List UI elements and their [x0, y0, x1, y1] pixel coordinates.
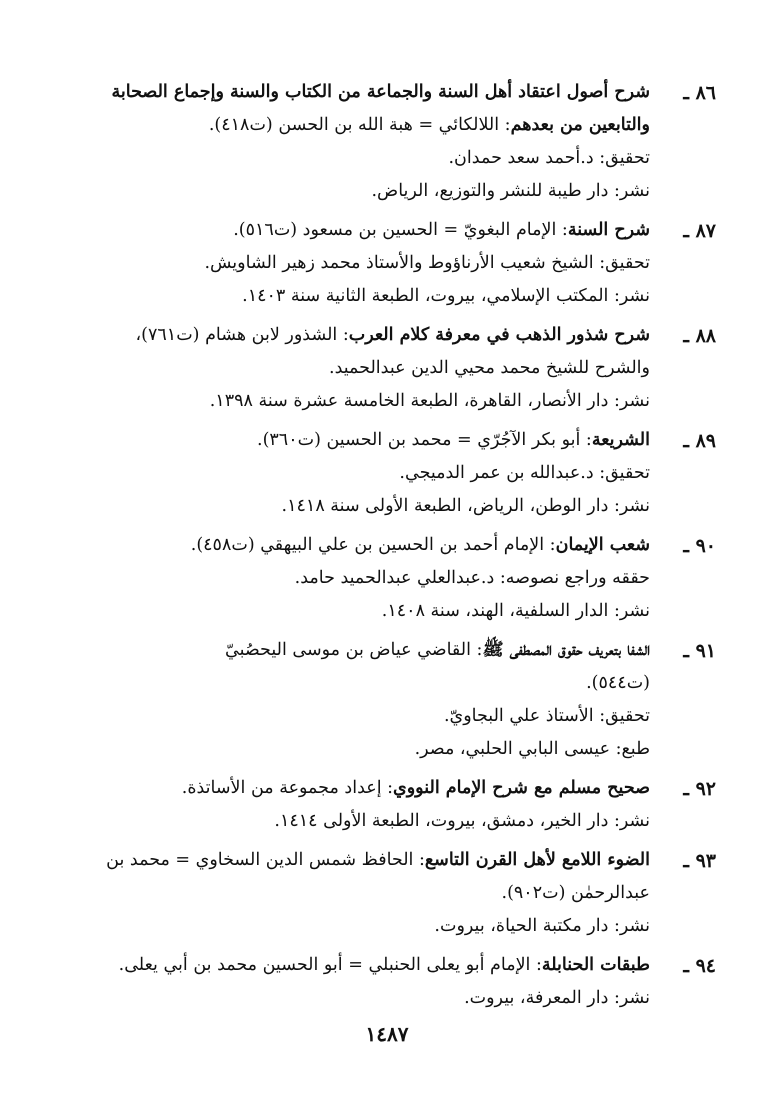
entry-line — [96, 562, 650, 595]
entry-line — [96, 844, 650, 877]
entry-text: نشر: دار المعرفة، بيروت. — [464, 988, 650, 1008]
entry-text: (ت٥٤٤). — [586, 673, 650, 693]
entry-text: : القاضي عياض بن موسى اليحصُبيّ — [225, 640, 483, 660]
entry-line — [96, 805, 650, 838]
entry-line — [96, 772, 650, 805]
entry-line — [96, 352, 650, 385]
entry-title: شرح أصول اعتقاد أهل السنة والجماعة من الكتاب والسنة وإجماع الصحابة — [111, 82, 650, 102]
entry-title: شرح السنة — [567, 220, 650, 240]
entry-title: والتابعين من بعدهم — [510, 115, 650, 135]
entry-line — [96, 76, 650, 109]
entry-text: تحقيق: الشيخ شعيب الأرناؤوط والأستاذ محمد زهير الشاويش. — [204, 253, 650, 273]
page-number: ١٤٨٧ — [365, 1022, 409, 1046]
entry-text: نشر: دار مكتبة الحياة، بيروت. — [434, 916, 650, 936]
entry-text: نشر: المكتب الإسلامي، بيروت، الطبعة الثانية سنة ١٤٠٣. — [242, 286, 650, 306]
entry-line — [96, 490, 650, 523]
entry-title: شعب الإيمان — [555, 535, 650, 555]
entry-number: ٩٠ ـ — [683, 535, 716, 557]
entry-line — [96, 667, 650, 700]
entry-line — [96, 595, 650, 628]
entry-line — [96, 109, 650, 142]
entry-text: تحقيق: د.عبدالله بن عمر الدميجي. — [399, 463, 650, 483]
entry-line — [96, 457, 650, 490]
bibliography-entry — [96, 529, 716, 628]
entry-line — [96, 247, 650, 280]
entry-text: نشر: دار الوطن، الرياض، الطبعة الأولى سنة ١٤١٨. — [281, 496, 650, 516]
entry-number: ٨٦ ـ — [683, 82, 716, 104]
entry-text: تحقيق: د.أحمد سعد حمدان. — [448, 148, 650, 168]
entry-title: شرح شذور الذهب في معرفة كلام العرب — [348, 325, 650, 345]
entry-text: حققه وراجع نصوصه: د.عبدالعلي عبدالحميد حامد. — [294, 568, 650, 588]
bibliography-entry — [96, 844, 716, 943]
entry-title: صحيح مسلم مع شرح الإمام النووي — [393, 778, 650, 798]
entry-title: الشفا بتعريف حقوق المصطفى ﷺ — [482, 640, 650, 660]
entry-line — [96, 700, 650, 733]
bibliography-entry — [96, 634, 716, 766]
entry-text: : الإمام أحمد بن الحسين بن علي البيهقي (ت٤٥٨). — [190, 535, 556, 555]
entry-text: نشر: دار الأنصار، القاهرة، الطبعة الخامسة عشرة سنة ١٣٩٨. — [209, 391, 650, 411]
entry-text: تحقيق: الأستاذ علي البجاويّ. — [443, 706, 650, 726]
entry-number: ٩٣ ـ — [683, 850, 716, 872]
entry-text: : إعداد مجموعة من الأساتذة. — [181, 778, 394, 798]
entry-line — [96, 982, 650, 1015]
entry-text: نشر: دار طيبة للنشر والتوزيع، الرياض. — [371, 181, 650, 201]
entry-text: : الحافظ شمس الدين السخاوي = محمد بن — [106, 850, 425, 870]
entry-line — [96, 910, 650, 943]
entry-line — [96, 424, 650, 457]
entry-number: ٨٩ ـ — [683, 430, 716, 452]
entry-text: عبدالرحمٰن (ت٩٠٢). — [501, 883, 650, 903]
entry-line — [96, 319, 650, 352]
bibliography-entry — [96, 424, 716, 523]
entry-title: الشريعة — [591, 430, 650, 450]
entry-line — [96, 949, 650, 982]
bibliography-entry — [96, 76, 716, 208]
entry-text: : الإمام أبو يعلى الحنبلي = أبو الحسين محمد بن أبي يعلى. — [118, 955, 542, 975]
entry-title: طبقات الحنابلة — [541, 955, 650, 975]
entry-text: : أبو بكر الآجُرّي = محمد بن الحسين (ت٣٦٠). — [257, 430, 592, 450]
entry-text: : الشذور لابن هشام (ت٧٦١)، — [135, 325, 349, 345]
entry-text: نشر: دار الخير، دمشق، بيروت، الطبعة الأولى ١٤١٤. — [274, 811, 650, 831]
entry-line — [96, 142, 650, 175]
entry-text: طبع: عيسى البابي الحلبي، مصر. — [414, 739, 650, 759]
entry-text: : اللالكائي = هبة الله بن الحسن (ت٤١٨). — [208, 115, 511, 135]
bibliography-entry — [96, 949, 716, 1015]
entry-number: ٩٢ ـ — [683, 778, 716, 800]
entry-text: والشرح للشيخ محمد محيي الدين عبدالحميد. — [329, 358, 650, 378]
entry-text: نشر: الدار السلفية، الهند، سنة ١٤٠٨. — [381, 601, 650, 621]
entry-line — [96, 733, 650, 766]
bibliography-entry — [96, 214, 716, 313]
entry-line — [96, 634, 650, 667]
entry-text: : الإمام البغويّ = الحسين بن مسعود (ت٥١٦). — [233, 220, 568, 240]
entry-line — [96, 877, 650, 910]
entry-number: ٩٤ ـ — [683, 955, 716, 977]
entry-number: ٨٨ ـ — [683, 325, 716, 347]
entry-number: ٨٧ ـ — [683, 220, 716, 242]
entry-line — [96, 385, 650, 418]
entry-number: ٩١ ـ — [683, 640, 716, 662]
bibliography-entry — [96, 319, 716, 418]
bibliography-entry — [96, 772, 716, 838]
entry-line — [96, 280, 650, 313]
entry-line — [96, 529, 650, 562]
bibliography-list — [96, 76, 716, 1021]
entry-line — [96, 214, 650, 247]
entry-line — [96, 175, 650, 208]
entry-title: الضوء اللامع لأهل القرن التاسع — [424, 850, 650, 870]
